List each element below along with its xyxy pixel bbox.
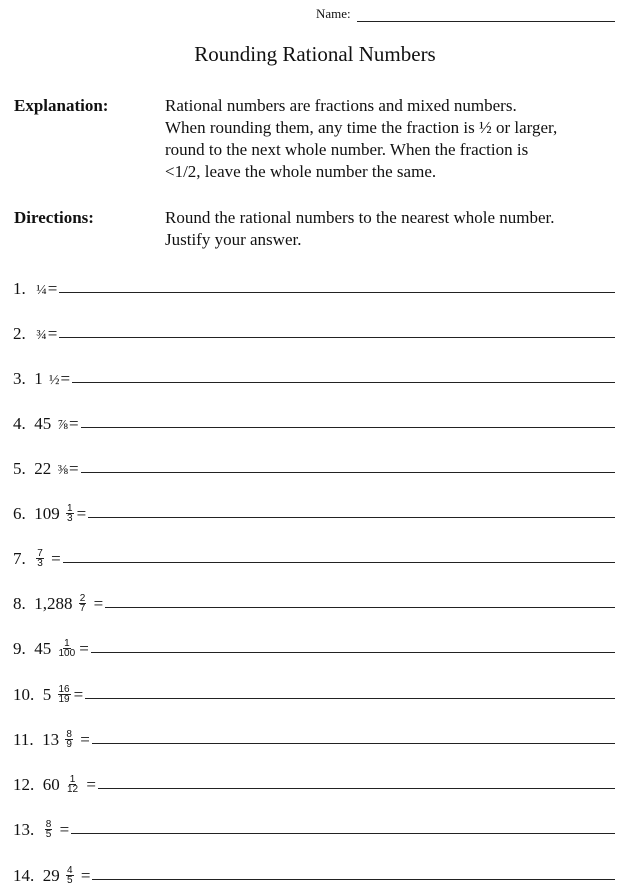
problem-number: 1. — [13, 279, 35, 298]
equals-sign: = — [89, 594, 104, 613]
problem-row — [13, 584, 103, 614]
problem-expression — [34, 279, 57, 299]
answer-line[interactable] — [81, 427, 615, 428]
problem-row — [13, 314, 57, 344]
problem-number: 10. — [13, 685, 43, 704]
whole-number: 22 — [34, 459, 56, 478]
equals-sign: = — [60, 369, 71, 388]
numerator: 1 — [67, 503, 73, 514]
problem-number: 11. — [13, 730, 43, 749]
denominator: 100 — [58, 648, 76, 659]
explanation-label: Explanation: — [14, 96, 109, 115]
fraction — [58, 685, 71, 704]
problem-number: 4. — [13, 414, 35, 433]
name-field-row — [316, 6, 615, 22]
equals-sign: = — [46, 549, 61, 568]
answer-line[interactable] — [63, 562, 615, 563]
whole-number: 1 — [34, 369, 47, 388]
equals-sign: = — [76, 504, 87, 523]
problem-expression — [34, 594, 103, 614]
equals-sign: = — [69, 414, 79, 433]
directions-text — [165, 207, 618, 251]
problem-number: 6. — [13, 504, 35, 523]
problem-expression — [34, 549, 60, 569]
problem-number: 7. — [13, 549, 35, 568]
whole-number: 5 — [42, 685, 56, 704]
directions-line: Justify your answer. — [165, 230, 302, 249]
whole-number: 13 — [42, 730, 64, 749]
explanation-line: When rounding them, any time the fraction is ½ or larger, — [165, 118, 558, 137]
denominator: 7 — [79, 603, 86, 614]
problem-number: 14. — [13, 866, 43, 885]
problem-number: 13. — [13, 820, 43, 839]
numerator: 8 — [45, 819, 52, 830]
problem-row — [13, 404, 79, 434]
explanation-line: round to the next whole number. When the fraction is — [165, 140, 529, 159]
answer-line[interactable] — [91, 652, 615, 653]
numerator: 1 — [69, 774, 76, 785]
explanation-line: Rational numbers are fractions and mixed numbers. — [165, 96, 517, 115]
answer-line[interactable] — [72, 382, 615, 383]
fraction — [58, 639, 77, 658]
answer-line[interactable] — [92, 743, 615, 744]
fraction: ¾ — [36, 328, 47, 343]
problem-row — [13, 765, 96, 795]
fraction — [45, 820, 53, 839]
numerator: 7 — [37, 548, 43, 559]
whole-number: 1,288 — [34, 594, 77, 613]
problem-expression — [34, 459, 78, 479]
explanation-text — [165, 95, 618, 183]
equals-sign: = — [73, 685, 84, 704]
whole-number: 60 — [42, 775, 64, 794]
problem-row — [13, 269, 57, 299]
problem-number: 5. — [13, 459, 35, 478]
problem-row — [13, 494, 86, 524]
explanation-line: <1/2, leave the whole number the same. — [165, 162, 437, 181]
problem-expression — [34, 504, 86, 524]
whole-number: 45 — [34, 639, 56, 658]
problem-expression — [42, 730, 90, 750]
problem-number: 3. — [13, 369, 35, 388]
problem-number: 12. — [13, 775, 43, 794]
denominator: 5 — [45, 829, 52, 840]
fraction: ⅜ — [57, 463, 68, 478]
answer-line[interactable] — [71, 833, 615, 834]
equals-sign: = — [47, 324, 58, 343]
fraction — [66, 504, 74, 523]
directions-line: Round the rational numbers to the nearest whole number. — [165, 208, 555, 227]
equals-sign: = — [75, 730, 90, 749]
whole-number: 109 — [34, 504, 64, 523]
fraction — [36, 549, 44, 568]
denominator: 12 — [67, 784, 79, 795]
problem-expression — [43, 775, 96, 795]
answer-line[interactable] — [105, 607, 615, 608]
fraction — [66, 866, 74, 885]
problem-expression — [43, 685, 83, 705]
answer-line[interactable] — [59, 337, 615, 338]
fraction — [66, 775, 79, 794]
denominator: 3 — [67, 513, 73, 524]
fraction: ⅞ — [57, 418, 68, 433]
fraction: ½ — [49, 373, 60, 388]
equals-sign: = — [79, 639, 89, 658]
problem-row — [13, 856, 90, 886]
fraction — [65, 730, 73, 749]
problem-expression — [34, 324, 57, 344]
numerator: 8 — [66, 729, 72, 740]
numerator: 2 — [79, 593, 86, 604]
problem-row — [13, 449, 79, 479]
numerator: 1 — [64, 638, 70, 649]
fraction: ¼ — [36, 283, 47, 298]
answer-line[interactable] — [92, 879, 615, 880]
name-input-line[interactable] — [357, 7, 615, 22]
answer-line[interactable] — [98, 788, 615, 789]
problem-row — [13, 539, 61, 569]
equals-sign: = — [55, 820, 70, 839]
denominator: 19 — [58, 694, 70, 705]
problem-expression — [34, 414, 78, 434]
denominator: 9 — [66, 739, 72, 750]
whole-number: 29 — [42, 866, 64, 885]
whole-number: 45 — [34, 414, 56, 433]
answer-line[interactable] — [59, 292, 615, 293]
problem-row — [13, 720, 90, 750]
name-label: Name: — [316, 6, 351, 21]
page-title: Rounding Rational Numbers — [194, 42, 436, 66]
problem-row — [13, 629, 89, 659]
problem-expression — [43, 820, 69, 840]
problem-row — [13, 359, 70, 389]
numerator: 16 — [58, 684, 70, 695]
equals-sign: = — [69, 459, 79, 478]
answer-line[interactable] — [81, 472, 615, 473]
answer-line[interactable] — [88, 517, 615, 518]
directions-label: Directions: — [14, 208, 94, 227]
problem-expression — [34, 369, 70, 389]
equals-sign: = — [76, 866, 91, 885]
equals-sign: = — [47, 279, 58, 298]
denominator: 5 — [67, 875, 73, 886]
problem-row — [13, 810, 69, 840]
problem-number: 8. — [13, 594, 35, 613]
numerator: 4 — [67, 865, 73, 876]
problem-expression — [34, 639, 89, 659]
answer-line[interactable] — [85, 698, 615, 699]
problem-number: 2. — [13, 324, 35, 343]
fraction — [79, 594, 87, 613]
problem-expression — [43, 866, 91, 886]
problem-row — [13, 675, 83, 705]
denominator: 3 — [37, 558, 43, 569]
equals-sign: = — [82, 775, 96, 794]
problem-number: 9. — [13, 639, 35, 658]
